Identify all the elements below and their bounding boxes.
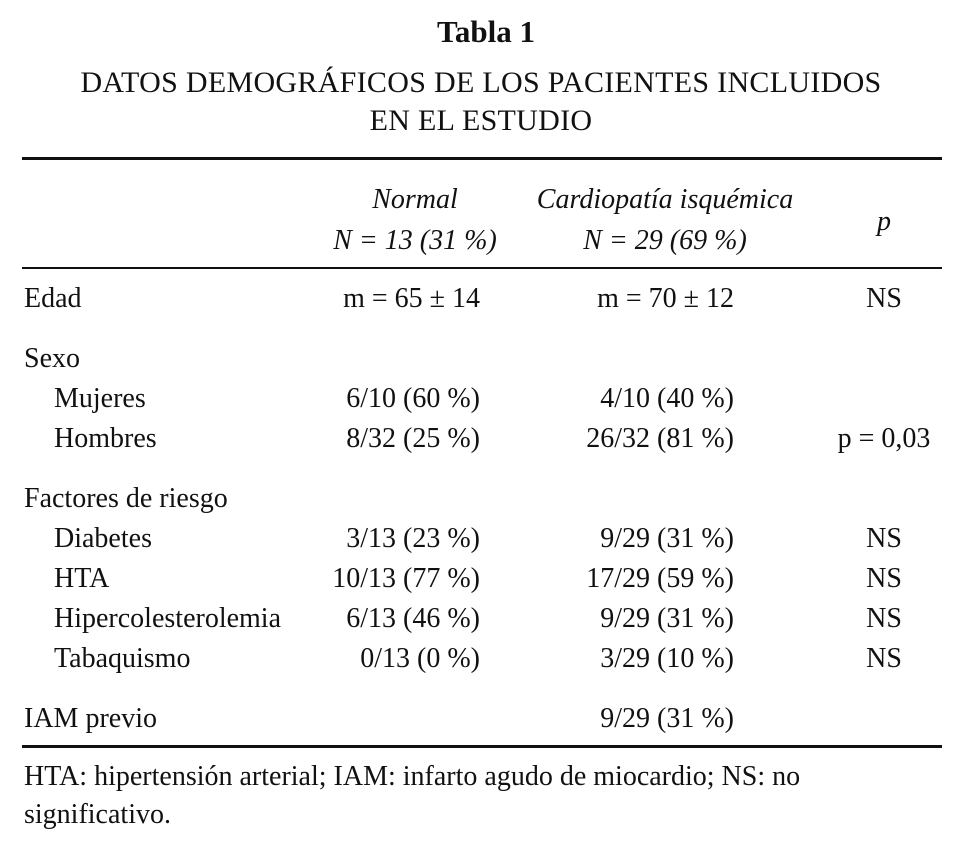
header-p: p — [877, 206, 891, 237]
header-normal-name: Normal — [372, 184, 458, 215]
cell-mujeres-cardio: 4/10 (40 %) — [600, 383, 734, 414]
cell-hombres-normal: 8/32 (25 %) — [346, 423, 480, 454]
row-label-iam-previo: IAM previo — [24, 703, 157, 734]
cell-tabaquismo-normal: 0/13 (0 %) — [360, 643, 480, 674]
cell-diabetes-normal: 3/13 (23 %) — [346, 523, 480, 554]
cell-hipercolesterolemia-normal: 6/13 (46 %) — [346, 603, 480, 634]
cell-hta-normal: 10/13 (77 %) — [332, 563, 480, 594]
row-label-sexo: Sexo — [24, 343, 80, 374]
subtitle-line-2: EN EL ESTUDIO — [369, 104, 593, 137]
cell-mujeres-normal: 6/10 (60 %) — [346, 383, 480, 414]
cell-hta-cardio: 17/29 (59 %) — [586, 563, 734, 594]
row-label-hombres: Hombres — [54, 423, 157, 454]
cell-hombres-cardio: 26/32 (81 %) — [586, 423, 734, 454]
cell-tabaquismo-p: NS — [866, 643, 902, 674]
cell-iam-previo-cardio: 9/29 (31 %) — [600, 703, 734, 734]
header-rule — [22, 267, 942, 269]
cell-edad-cardio: m = 70 ± 12 — [597, 283, 734, 314]
cell-tabaquismo-cardio: 3/29 (10 %) — [600, 643, 734, 674]
table-subtitle — [20, 64, 942, 140]
row-label-edad: Edad — [24, 283, 82, 314]
header-cardio-name: Cardiopatía isquémica — [536, 184, 794, 215]
table-title: Tabla 1 — [437, 14, 535, 49]
cell-hipercolesterolemia-p: NS — [866, 603, 902, 634]
row-label-hta: HTA — [54, 563, 110, 594]
cell-hta-p: NS — [866, 563, 902, 594]
cell-edad-normal: m = 65 ± 14 — [343, 283, 480, 314]
header-normal-n: N = 13 (31 %) — [333, 225, 497, 256]
bottom-rule — [22, 745, 942, 748]
cell-diabetes-p: NS — [866, 523, 902, 554]
row-label-factores-riesgo: Factores de riesgo — [24, 483, 228, 514]
top-rule — [22, 157, 942, 160]
cell-diabetes-cardio: 9/29 (31 %) — [600, 523, 734, 554]
row-label-tabaquismo: Tabaquismo — [54, 643, 191, 674]
row-label-diabetes: Diabetes — [54, 523, 152, 554]
cell-hombres-p: p = 0,03 — [837, 423, 931, 454]
row-label-mujeres: Mujeres — [54, 383, 146, 414]
cell-hipercolesterolemia-cardio: 9/29 (31 %) — [600, 603, 734, 634]
row-label-hipercolesterolemia: Hipercolesterolemia — [54, 603, 282, 634]
subtitle-line-1: DATOS DEMOGRÁFICOS DE LOS PACIENTES INCLUIDOS — [80, 66, 882, 99]
cell-edad-p: NS — [866, 283, 902, 314]
table-footnote: HTA: hipertensión arterial; IAM: infarto agudo de miocardio; NS: no significativo. — [24, 761, 801, 830]
header-cardio-n: N = 29 (69 %) — [583, 225, 747, 256]
